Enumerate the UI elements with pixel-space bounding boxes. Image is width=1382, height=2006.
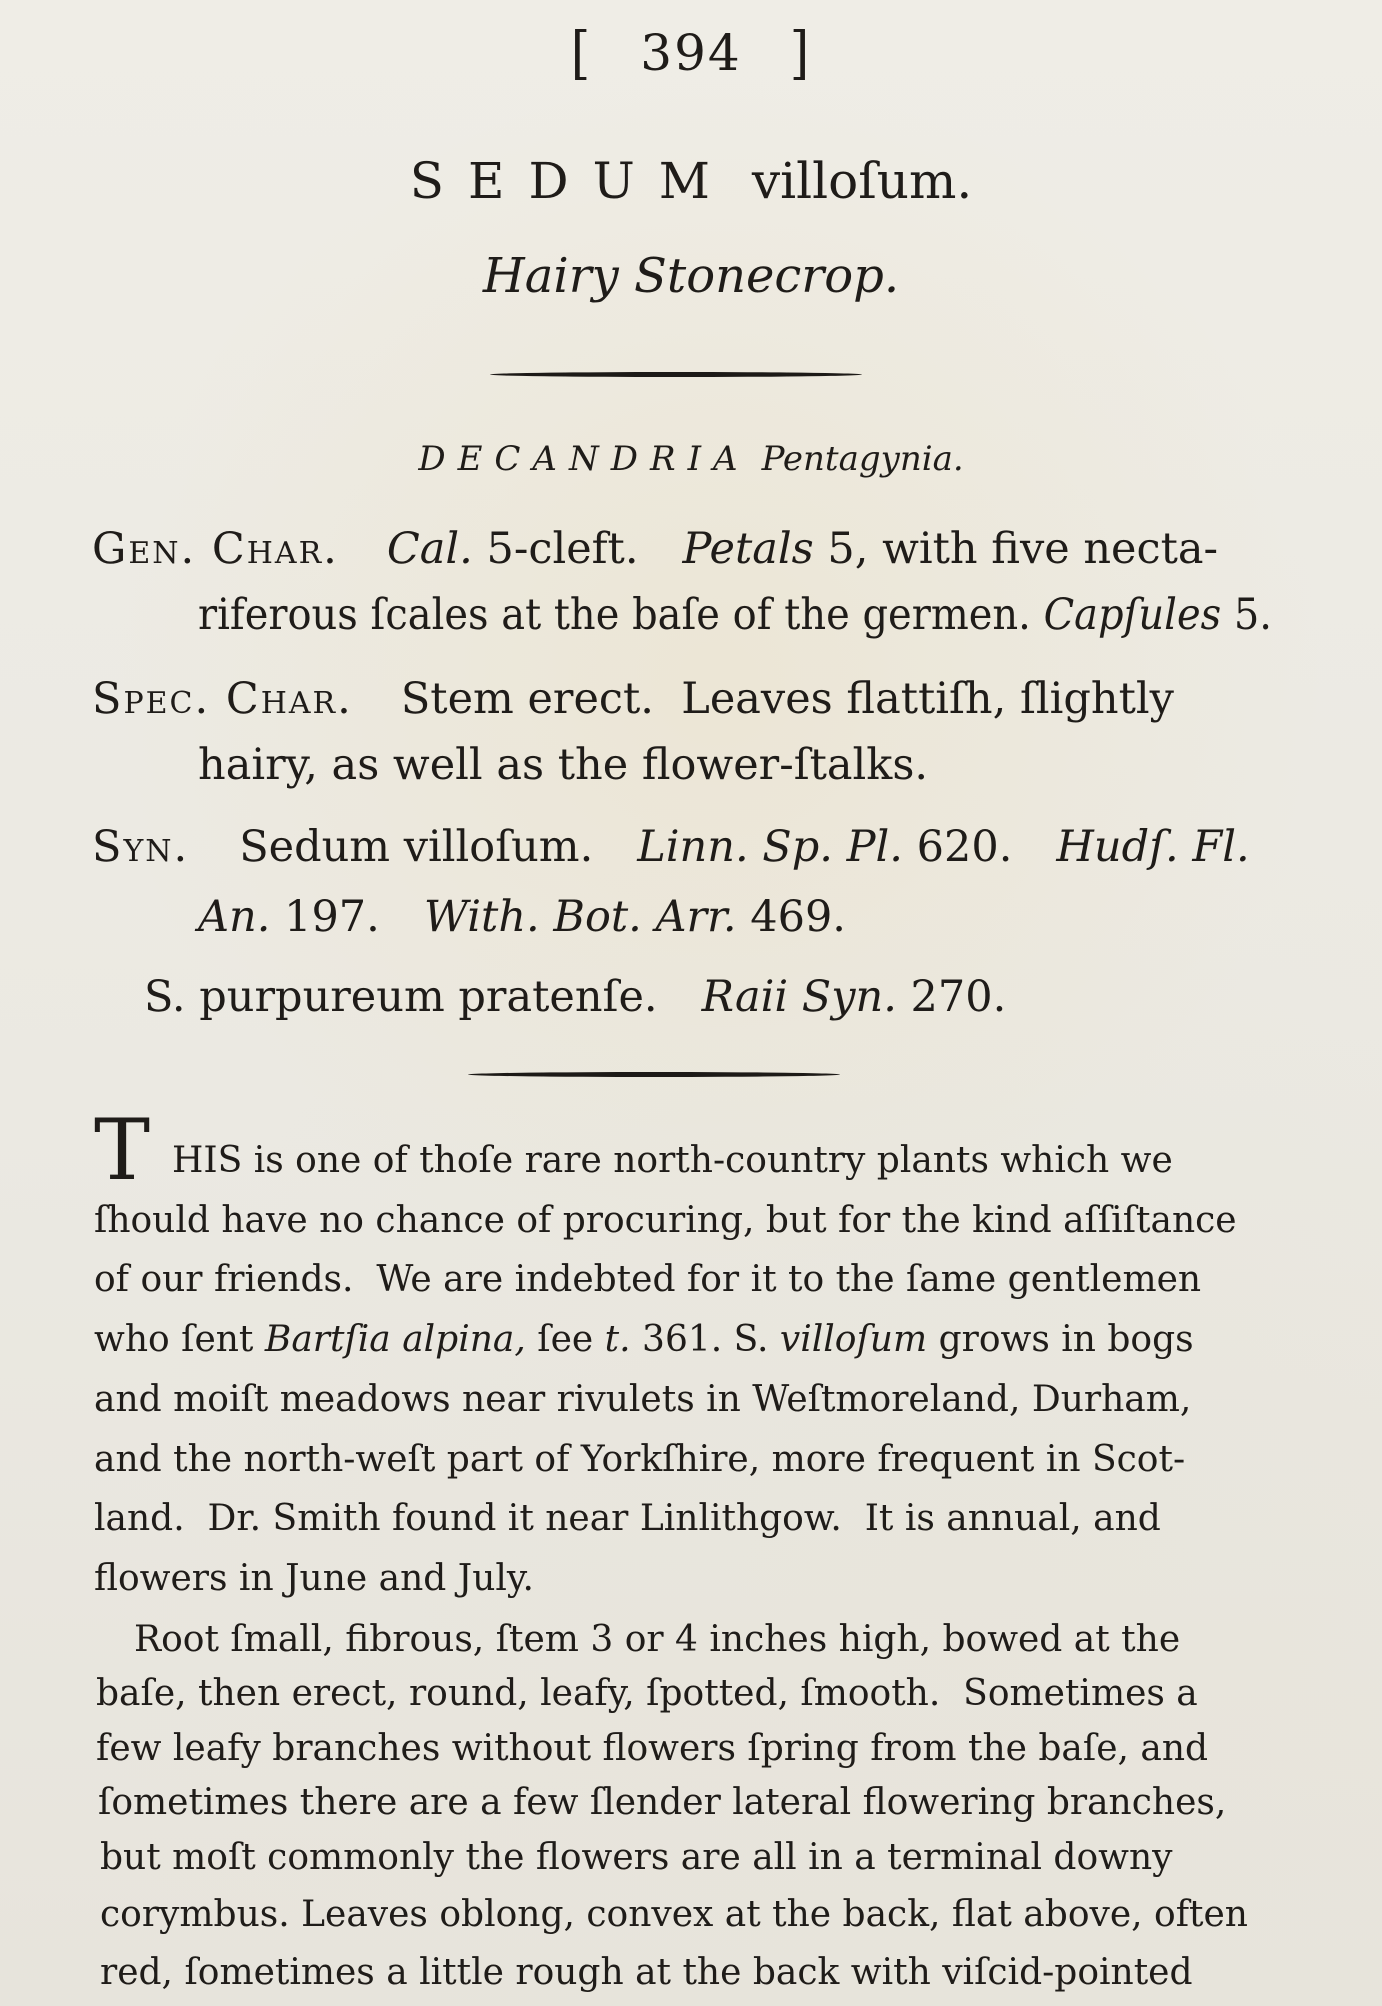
linnaean-classification [0, 439, 1382, 479]
body-line-3: of our friends. We are indebted for it to the ſame gentlemen [94, 1259, 1202, 1300]
generic-character-line-1 [92, 524, 1219, 574]
body-line-9: Root ſmall, fibrous, ſtem 3 or 4 inches high, bowed at the [134, 1619, 1181, 1660]
synonym-name-1: Sedum villoſum. [239, 822, 594, 872]
reference-withering: With. Bot. Arr. [423, 892, 737, 942]
common-name: Hairy Stonecrop. [482, 248, 900, 304]
reference-hudson-page: 197. [284, 892, 380, 942]
petals-term: Petals [682, 524, 814, 574]
specific-character-text-1: Stem erect. Leaves flattiſh, ſlightly [400, 674, 1174, 724]
body-line-4 [94, 1319, 1194, 1360]
species-villosum: villoſum [779, 1319, 928, 1360]
page-number-value: 394 [640, 24, 742, 82]
synonyms-line-3 [144, 972, 1007, 1022]
body-text-fragment: who ſent [94, 1319, 254, 1360]
specific-character-label: Spec. Char. [92, 674, 353, 724]
reference-linnaeus-page: 620. [916, 822, 1013, 872]
reference-hudson: Hudſ. Fl. [1056, 822, 1250, 872]
drop-cap: T [94, 1101, 151, 1199]
body-line-6: and the north-weſt part of Yorkſhire, more frequent in Scot- [94, 1439, 1186, 1480]
right-bracket: ] [789, 19, 812, 87]
species-title [0, 152, 1382, 210]
reference-ray-page: 270. [910, 972, 1007, 1022]
class-name: DECANDRIA [418, 439, 750, 479]
species-epithet: villoſum. [751, 152, 973, 210]
body-line-5: and moiſt meadows near rivulets in Weſtmoreland, Durham, [94, 1379, 1192, 1420]
divider-rule-top [490, 372, 862, 377]
body-line-8: flowers in June and July. [94, 1558, 534, 1599]
body-line-12: ſometimes there are a few ſlender lateral flowering branches, [98, 1782, 1227, 1823]
specific-character-line-1 [92, 674, 1174, 724]
body-line-1: HIS is one of thoſe rare north-country plants which we [172, 1140, 1173, 1181]
generic-character-label: Gen. Char. [92, 524, 339, 574]
synonyms-label: Syn. [92, 822, 190, 872]
body-line-7: land. Dr. Smith found it near Linlithgow. It is annual, and [94, 1498, 1161, 1539]
divider-rule-bottom [468, 1072, 840, 1077]
page-number [0, 19, 1382, 87]
body-line-2: ſhould have no chance of procuring, but for the kind aſſiſtance [94, 1200, 1237, 1241]
body-line-11: few leafy branches without flowers ſpring from the baſe, and [96, 1728, 1209, 1769]
calyx-term: Cal. [386, 524, 473, 574]
genus-name: SEDUM [409, 152, 734, 210]
calyx-description: 5-cleft. [486, 524, 639, 574]
left-bracket: [ [570, 19, 593, 87]
capsules-count: 5. [1233, 590, 1273, 640]
generic-character-line-2 [198, 590, 1273, 640]
capsules-term: Capſules [1043, 590, 1222, 640]
order-name: Pentagynia. [761, 439, 964, 479]
specific-character-line-2: hairy, as well as the flower-ſtalks. [198, 740, 929, 790]
reference-withering-page: 469. [750, 892, 846, 942]
body-line-14: corymbus. Leaves oblong, convex at the back, flat above, often [100, 1894, 1248, 1935]
body-line-10: baſe, then erect, round, leafy, ſpotted, ſmooth. Sometimes a [96, 1673, 1198, 1714]
germen-description: riferous ſcales at the baſe of the germen. [198, 590, 1031, 640]
body-line-13: but moſt commonly the flowers are all in a terminal downy [100, 1837, 1173, 1878]
body-line-15: red, ſometimes a little rough at the back with viſcid-pointed [100, 1952, 1193, 1993]
synonym-name-2: S. purpureum pratenſe. [144, 972, 658, 1022]
synonyms-line-1 [92, 822, 1250, 872]
body-text-fragment: ſee [537, 1319, 594, 1360]
reference-ray: Raii Syn. [701, 972, 897, 1022]
reference-hudson-cont: An. [198, 892, 271, 942]
petals-description: 5, with five necta- [827, 524, 1219, 574]
reference-linnaeus: Linn. Sp. Pl. [637, 822, 903, 872]
species-bartsia-alpina: Bartſia alpina, [264, 1319, 526, 1360]
body-text-fragment: 361. S. [642, 1319, 769, 1360]
body-text-fragment: grows in bogs [938, 1319, 1194, 1360]
synonyms-line-2 [198, 892, 846, 942]
plate-abbreviation: t. [604, 1319, 631, 1360]
